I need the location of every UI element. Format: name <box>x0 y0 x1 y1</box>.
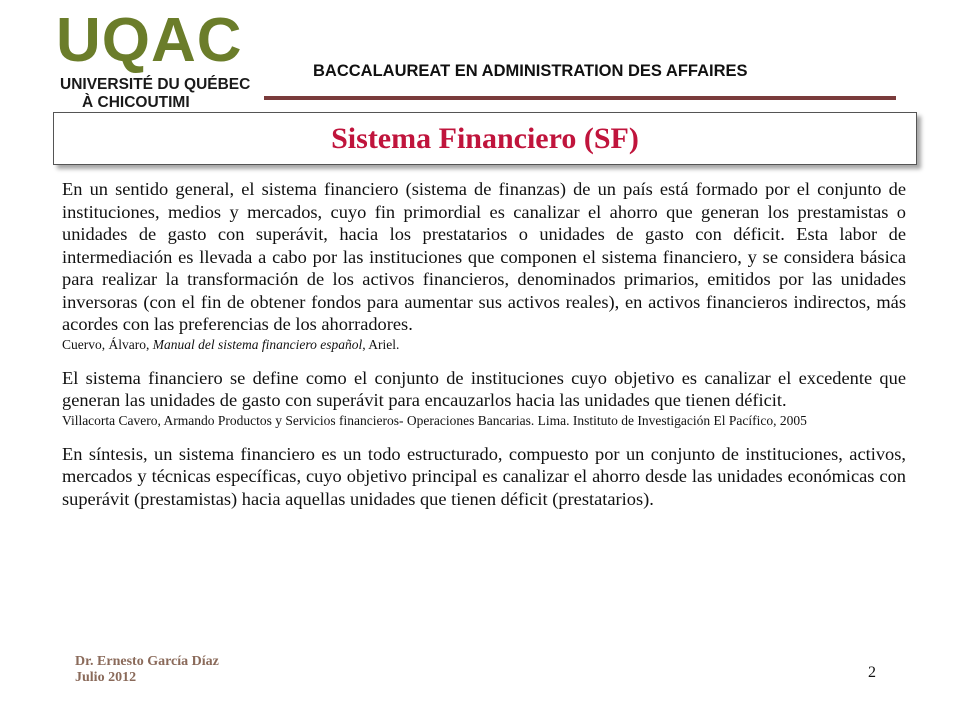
paragraph-general-definition: En un sentido general, el sistema financiero (sistema de finanzas) de un país está formado por el conjunto de instituciones, medios y mercados, cuyo fin primordial es canalizar el ahorro que generan los prestamistas o unidades de gasto con superávit, hacia los prestatarios o unidades de gasto con déficit. Esta labor de intermediación es llevada a cabo por las instituciones que componen el sistema financiero, y se considera básica para realizar la transformación de los activos financieros, denominados primarios, emitidos por las unidades inversoras (con el fin de obtener fondos para aumentar sus activos reales), en activos financieros indirectos, más acordes con las preferencias de los ahorradores. <box>62 179 906 334</box>
citation-author: Cuervo, Álvaro, <box>62 336 153 352</box>
citation-villacorta: Villacorta Cavero, Armando Productos y Servicios financieros- Operaciones Bancarias. Lima. Instituto de Investigación El Pacífico, 2005 <box>62 412 807 428</box>
logo-wordmark: UQAC <box>56 6 243 75</box>
paragraph-synthesis: En síntesis, un sistema financiero es un todo estructurado, compuesto por un conjunto de instituciones, activos, mercados y técnicas específicas, cuyo objetivo principal es canalizar el ahorro desde las unidades económicas con superávit (prestamistas) hacia aquellas unidades que tienen déficit (prestatarios). <box>62 443 906 509</box>
slide-title: Sistema Financiero (SF) <box>331 121 639 155</box>
footer-credits <box>75 654 219 686</box>
paragraph-definition: El sistema financiero se define como el conjunto de instituciones cuyo objetivo es canalizar el excedente que generan las unidades de gasto con superávit para encauzarlos hacia las unidades que tienen déficit. <box>62 367 906 410</box>
uqac-logo <box>56 6 266 114</box>
program-title: BACCALAUREAT EN ADMINISTRATION DES AFFAIRES <box>313 62 748 80</box>
header-divider <box>264 96 896 100</box>
citation-cuervo <box>62 336 906 354</box>
page-number: 2 <box>868 664 876 681</box>
citation-book-title: Manual del sistema financiero español <box>152 336 363 352</box>
logo-university-line: UNIVERSITÉ DU QUÉBEC <box>60 76 251 93</box>
footer-author: Dr. Ernesto García Díaz <box>75 654 219 669</box>
logo-city-line: À CHICOUTIMI <box>82 94 190 111</box>
citation-publisher: , Ariel. <box>362 336 400 352</box>
slide-content <box>62 178 906 510</box>
title-box <box>53 112 917 165</box>
footer-date: Julio 2012 <box>75 670 137 685</box>
